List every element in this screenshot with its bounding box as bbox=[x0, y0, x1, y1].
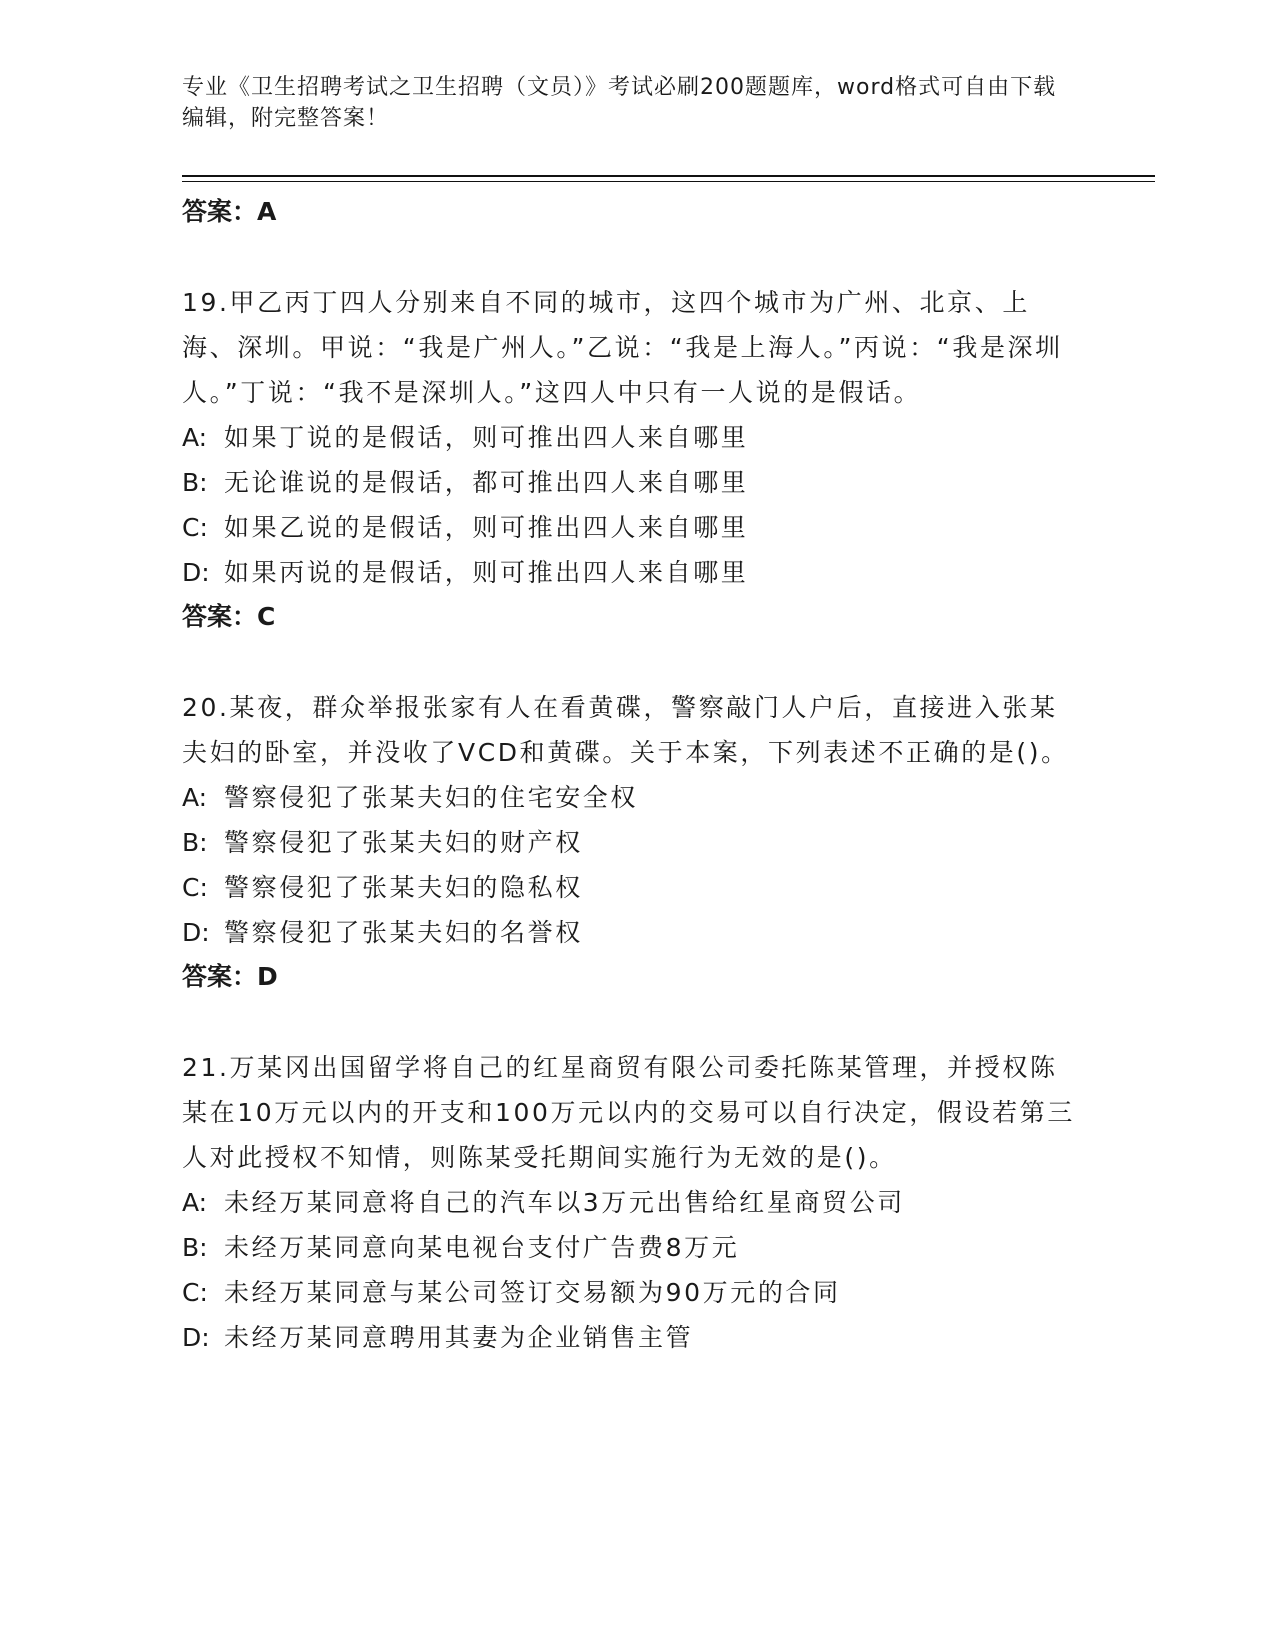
option-text: 警察侵犯了张某夫妇的住宅安全权 bbox=[224, 783, 639, 812]
option-letter: C: bbox=[182, 513, 208, 542]
question-stem: 19.甲乙丙丁四人分别来自不同的城市，这四个城市为广州、北京、上海、深圳。甲说：“我是广州人。”乙说：“我是上海人。”丙说：“我是深圳人。”丁说：“我不是深圳人。”这四人中只有一人说的是假话。 bbox=[182, 288, 1063, 407]
option-text: 如果丙说的是假话，则可推出四人来自哪里 bbox=[224, 558, 749, 587]
option-letter: B: bbox=[182, 1233, 208, 1262]
option-d bbox=[182, 910, 1082, 955]
option-c bbox=[182, 505, 1082, 550]
document-header: 专业《卫生招聘考试之卫生招聘（文员）》考试必刷200题题库，word格式可自由下载编辑，附完整答案！ bbox=[182, 75, 1057, 131]
option-text: 未经万某同意与某公司签订交易额为90万元的合同 bbox=[224, 1278, 841, 1307]
option-letter: A: bbox=[182, 423, 208, 452]
option-d bbox=[182, 550, 1082, 595]
option-letter: A: bbox=[182, 783, 208, 812]
option-b bbox=[182, 1225, 1082, 1270]
option-letter: A: bbox=[182, 1188, 208, 1217]
option-text: 警察侵犯了张某夫妇的财产权 bbox=[224, 828, 583, 857]
question-stem: 20.某夜，群众举报张家有人在看黄碟，警察敲门人户后，直接进入张某夫妇的卧室，并没收了VCD和黄碟。关于本案，下列表述不正确的是()。 bbox=[182, 693, 1069, 767]
option-b bbox=[182, 460, 1082, 505]
option-letter: C: bbox=[182, 873, 208, 902]
header-divider-thick bbox=[182, 175, 1155, 177]
option-letter: B: bbox=[182, 468, 208, 497]
option-a bbox=[182, 1180, 1082, 1225]
answer-label: 答案：A bbox=[182, 197, 277, 226]
option-letter: D: bbox=[182, 918, 210, 947]
question-stem: 21.万某冈出国留学将自己的红星商贸有限公司委托陈某管理，并授权陈某在10万元以内的开支和100万元以内的交易可以自行决定，假设若第三人对此授权不知情，则陈某受托期间实施行为无效的是()。 bbox=[182, 1053, 1075, 1172]
option-d bbox=[182, 1315, 1082, 1360]
option-letter: D: bbox=[182, 1323, 210, 1352]
header-divider-thin bbox=[182, 181, 1155, 182]
option-letter: B: bbox=[182, 828, 208, 857]
option-letter: C: bbox=[182, 1278, 208, 1307]
option-c bbox=[182, 865, 1082, 910]
option-a bbox=[182, 775, 1082, 820]
option-text: 未经万某同意向某电视台支付广告费8万元 bbox=[224, 1233, 740, 1262]
option-text: 警察侵犯了张某夫妇的隐私权 bbox=[224, 873, 583, 902]
question-21 bbox=[182, 1045, 1082, 1360]
question-19 bbox=[182, 280, 1082, 639]
option-text: 如果丁说的是假话，则可推出四人来自哪里 bbox=[224, 423, 749, 452]
option-text: 未经万某同意将自己的汽车以3万元出售给红星商贸公司 bbox=[224, 1188, 905, 1217]
option-text: 如果乙说的是假话，则可推出四人来自哪里 bbox=[224, 513, 749, 542]
question-list bbox=[182, 190, 1082, 1406]
option-a bbox=[182, 415, 1082, 460]
option-c bbox=[182, 1270, 1082, 1315]
option-text: 未经万某同意聘用其妻为企业销售主管 bbox=[224, 1323, 694, 1352]
answer-label: 答案：D bbox=[182, 962, 278, 991]
option-b bbox=[182, 820, 1082, 865]
answer-label: 答案：C bbox=[182, 602, 276, 631]
option-text: 无论谁说的是假话，都可推出四人来自哪里 bbox=[224, 468, 749, 497]
question-20 bbox=[182, 685, 1082, 999]
option-text: 警察侵犯了张某夫妇的名誉权 bbox=[224, 918, 583, 947]
option-letter: D: bbox=[182, 558, 210, 587]
